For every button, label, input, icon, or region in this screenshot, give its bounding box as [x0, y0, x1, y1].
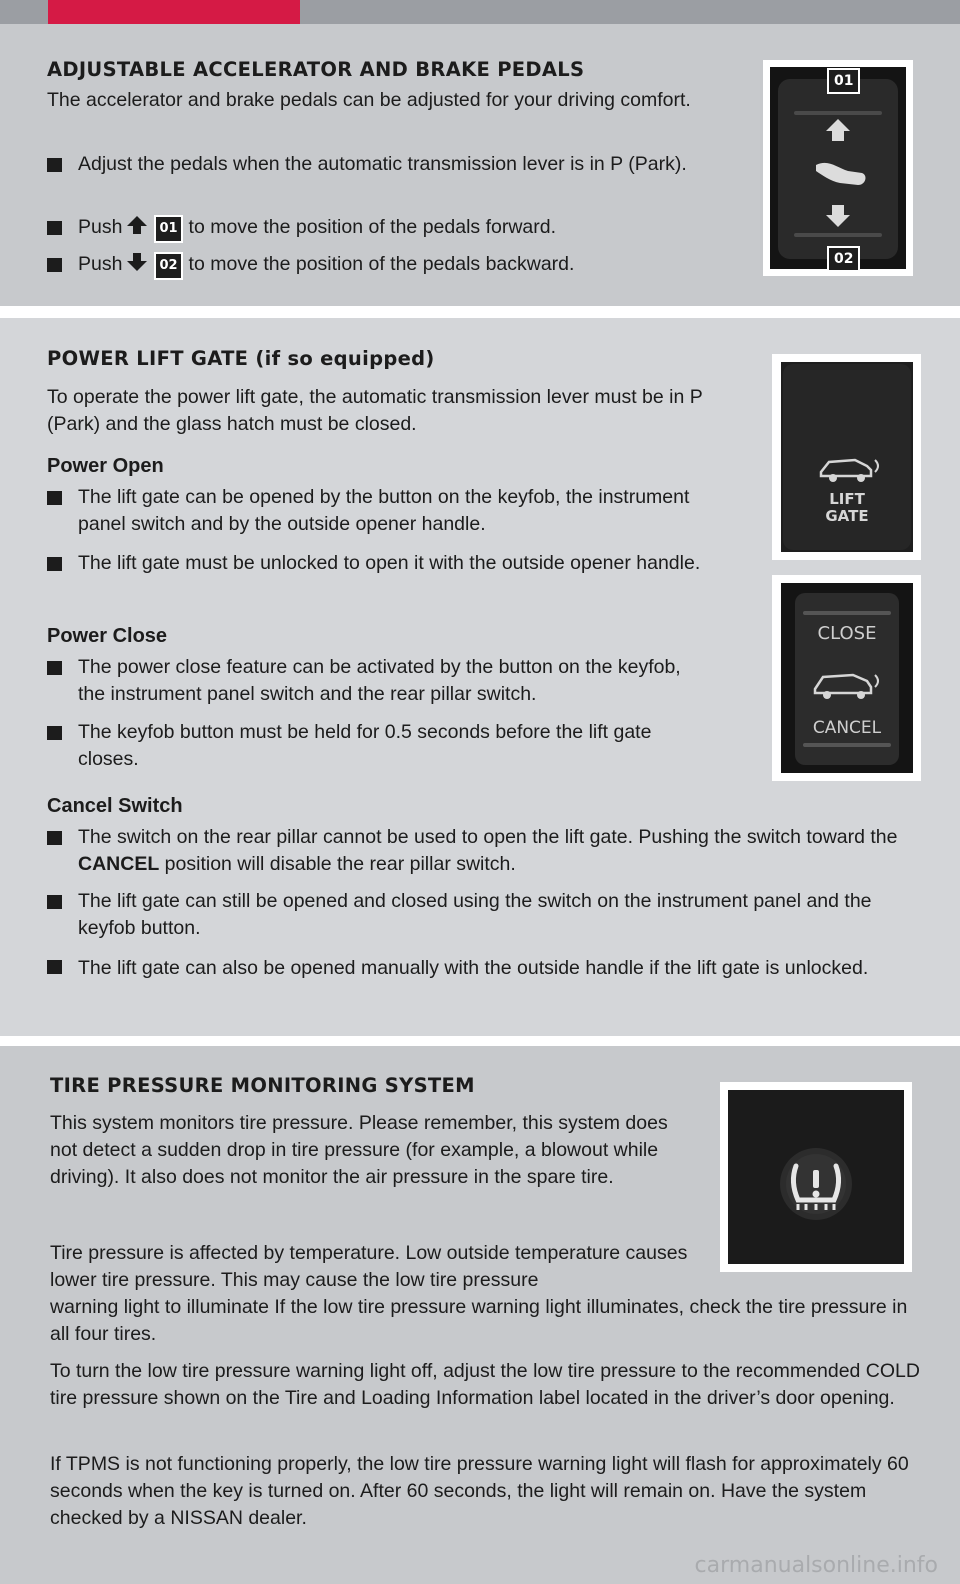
tpms-paragraph-2a: Tire pressure is affected by temperature. Low outside temperature causes lower tire pressure. This may cause the low tire pressure	[50, 1242, 688, 1291]
arrow-down-icon	[126, 252, 148, 272]
close-cancel-switch-photo	[772, 575, 921, 781]
tpms-section	[0, 1046, 960, 1584]
push-label: Push	[78, 216, 123, 238]
power-close-bullet-1: The power close feature can be activated by the button on the keyfob, the instrument panel switch and the rear pillar switch.	[47, 654, 708, 708]
cancel-bullet-1-a: The switch on the rear pillar cannot be used to open the lift gate. Pushing the switch toward the	[78, 826, 898, 848]
liftgate-switch-photo	[772, 354, 921, 560]
power-open-heading: Power Open	[47, 455, 164, 477]
photo-badge-02: 02	[827, 246, 860, 272]
tpms-title: TIRE PRESSURE MONITORING SYSTEM	[50, 1074, 475, 1097]
cancel-bullet-3: The lift gate can also be opened manually with the outside handle if the lift gate is unlocked.	[47, 953, 928, 983]
pedals-intro: The accelerator and brake pedals can be adjusted for your driving comfort.	[47, 89, 691, 111]
cancel-switch-heading: Cancel Switch	[47, 795, 183, 817]
cancel-bullet-1-b: position will disable the rear pillar switch.	[164, 853, 516, 875]
arrow-up-icon	[126, 215, 148, 235]
badge-forward: 01	[154, 215, 182, 243]
photo-badge-01: 01	[827, 68, 860, 94]
pedals-bullet-3	[47, 251, 738, 280]
power-close-bullet-2: The keyfob button must be held for 0.5 seconds before the lift gate closes.	[47, 719, 708, 773]
lift-label-line1: LIFT	[829, 490, 865, 508]
power-open-bullet-2: The lift gate must be unlocked to open it with the outside opener handle.	[47, 550, 708, 577]
liftgate-switch-image	[781, 362, 913, 552]
pedals-title: ADJUSTABLE ACCELERATOR AND BRAKE PEDALS	[47, 58, 585, 81]
pedal-switch-photo	[763, 60, 913, 276]
close-cancel-switch-image	[781, 583, 913, 773]
liftgate-intro: To operate the power lift gate, the automatic transmission lever must be in P (Park) and the glass hatch must be closed.	[47, 386, 703, 435]
tpms-paragraph-2b: warning light to illuminate If the low tire pressure warning light illuminates, check the tire pressure in all four tires.	[50, 1296, 908, 1345]
top-accent-bar	[48, 0, 300, 24]
tpms-warning-photo	[720, 1082, 912, 1272]
liftgate-title: POWER LIFT GATE (if so equipped)	[47, 347, 435, 370]
pedals-bullet-3-text: to move the position of the pedals backward.	[188, 253, 575, 275]
tpms-paragraph-1: This system monitors tire pressure. Please remember, this system does not detect a sudden drop in tire pressure (for example, a blowout while driving). It also does not monitor the air pressure in the spare tire.	[50, 1112, 668, 1188]
pedals-bullet-1: Adjust the pedals when the automatic transmission lever is in P (Park).	[47, 151, 710, 178]
power-open-bullet-1: The lift gate can be opened by the button on the keyfob, the instrument panel switch and by the outside opener handle.	[47, 484, 708, 538]
watermark: carmanualsonline.info	[694, 1553, 938, 1578]
top-bar	[0, 0, 960, 24]
push-label: Push	[78, 253, 123, 275]
cancel-bullet-2: The lift gate can still be opened and closed using the switch on the instrument panel and the keyfob button.	[47, 888, 928, 942]
cancel-bullet-1	[47, 824, 928, 878]
liftgate-section	[0, 318, 960, 1036]
power-close-heading: Power Close	[47, 625, 168, 647]
close-switch-label: CLOSE	[817, 623, 877, 644]
tpms-paragraph-4: If TPMS is not functioning properly, the low tire pressure warning light will flash for approximately 60 seconds when the key is turned on. After 60 seconds, the light will remain on. Have the system checked by a NISSAN dealer.	[50, 1453, 909, 1529]
pedals-section	[0, 24, 960, 306]
cancel-bullet-1-bold: CANCEL	[78, 853, 160, 875]
gate-label-line2: GATE	[825, 507, 869, 525]
cancel-switch-label: CANCEL	[812, 718, 882, 738]
badge-backward: 02	[154, 252, 182, 280]
pedals-bullet-2	[47, 214, 738, 243]
pedal-switch-image	[770, 67, 906, 269]
pedals-bullet-2-text: to move the position of the pedals forward.	[188, 216, 557, 238]
tpms-paragraph-3: To turn the low tire pressure warning light off, adjust the low tire pressure to the recommended COLD tire pressure shown on the Tire and Loading Information label located in the driver’s door opening.	[50, 1360, 920, 1409]
tpms-warning-light-icon	[728, 1090, 904, 1264]
